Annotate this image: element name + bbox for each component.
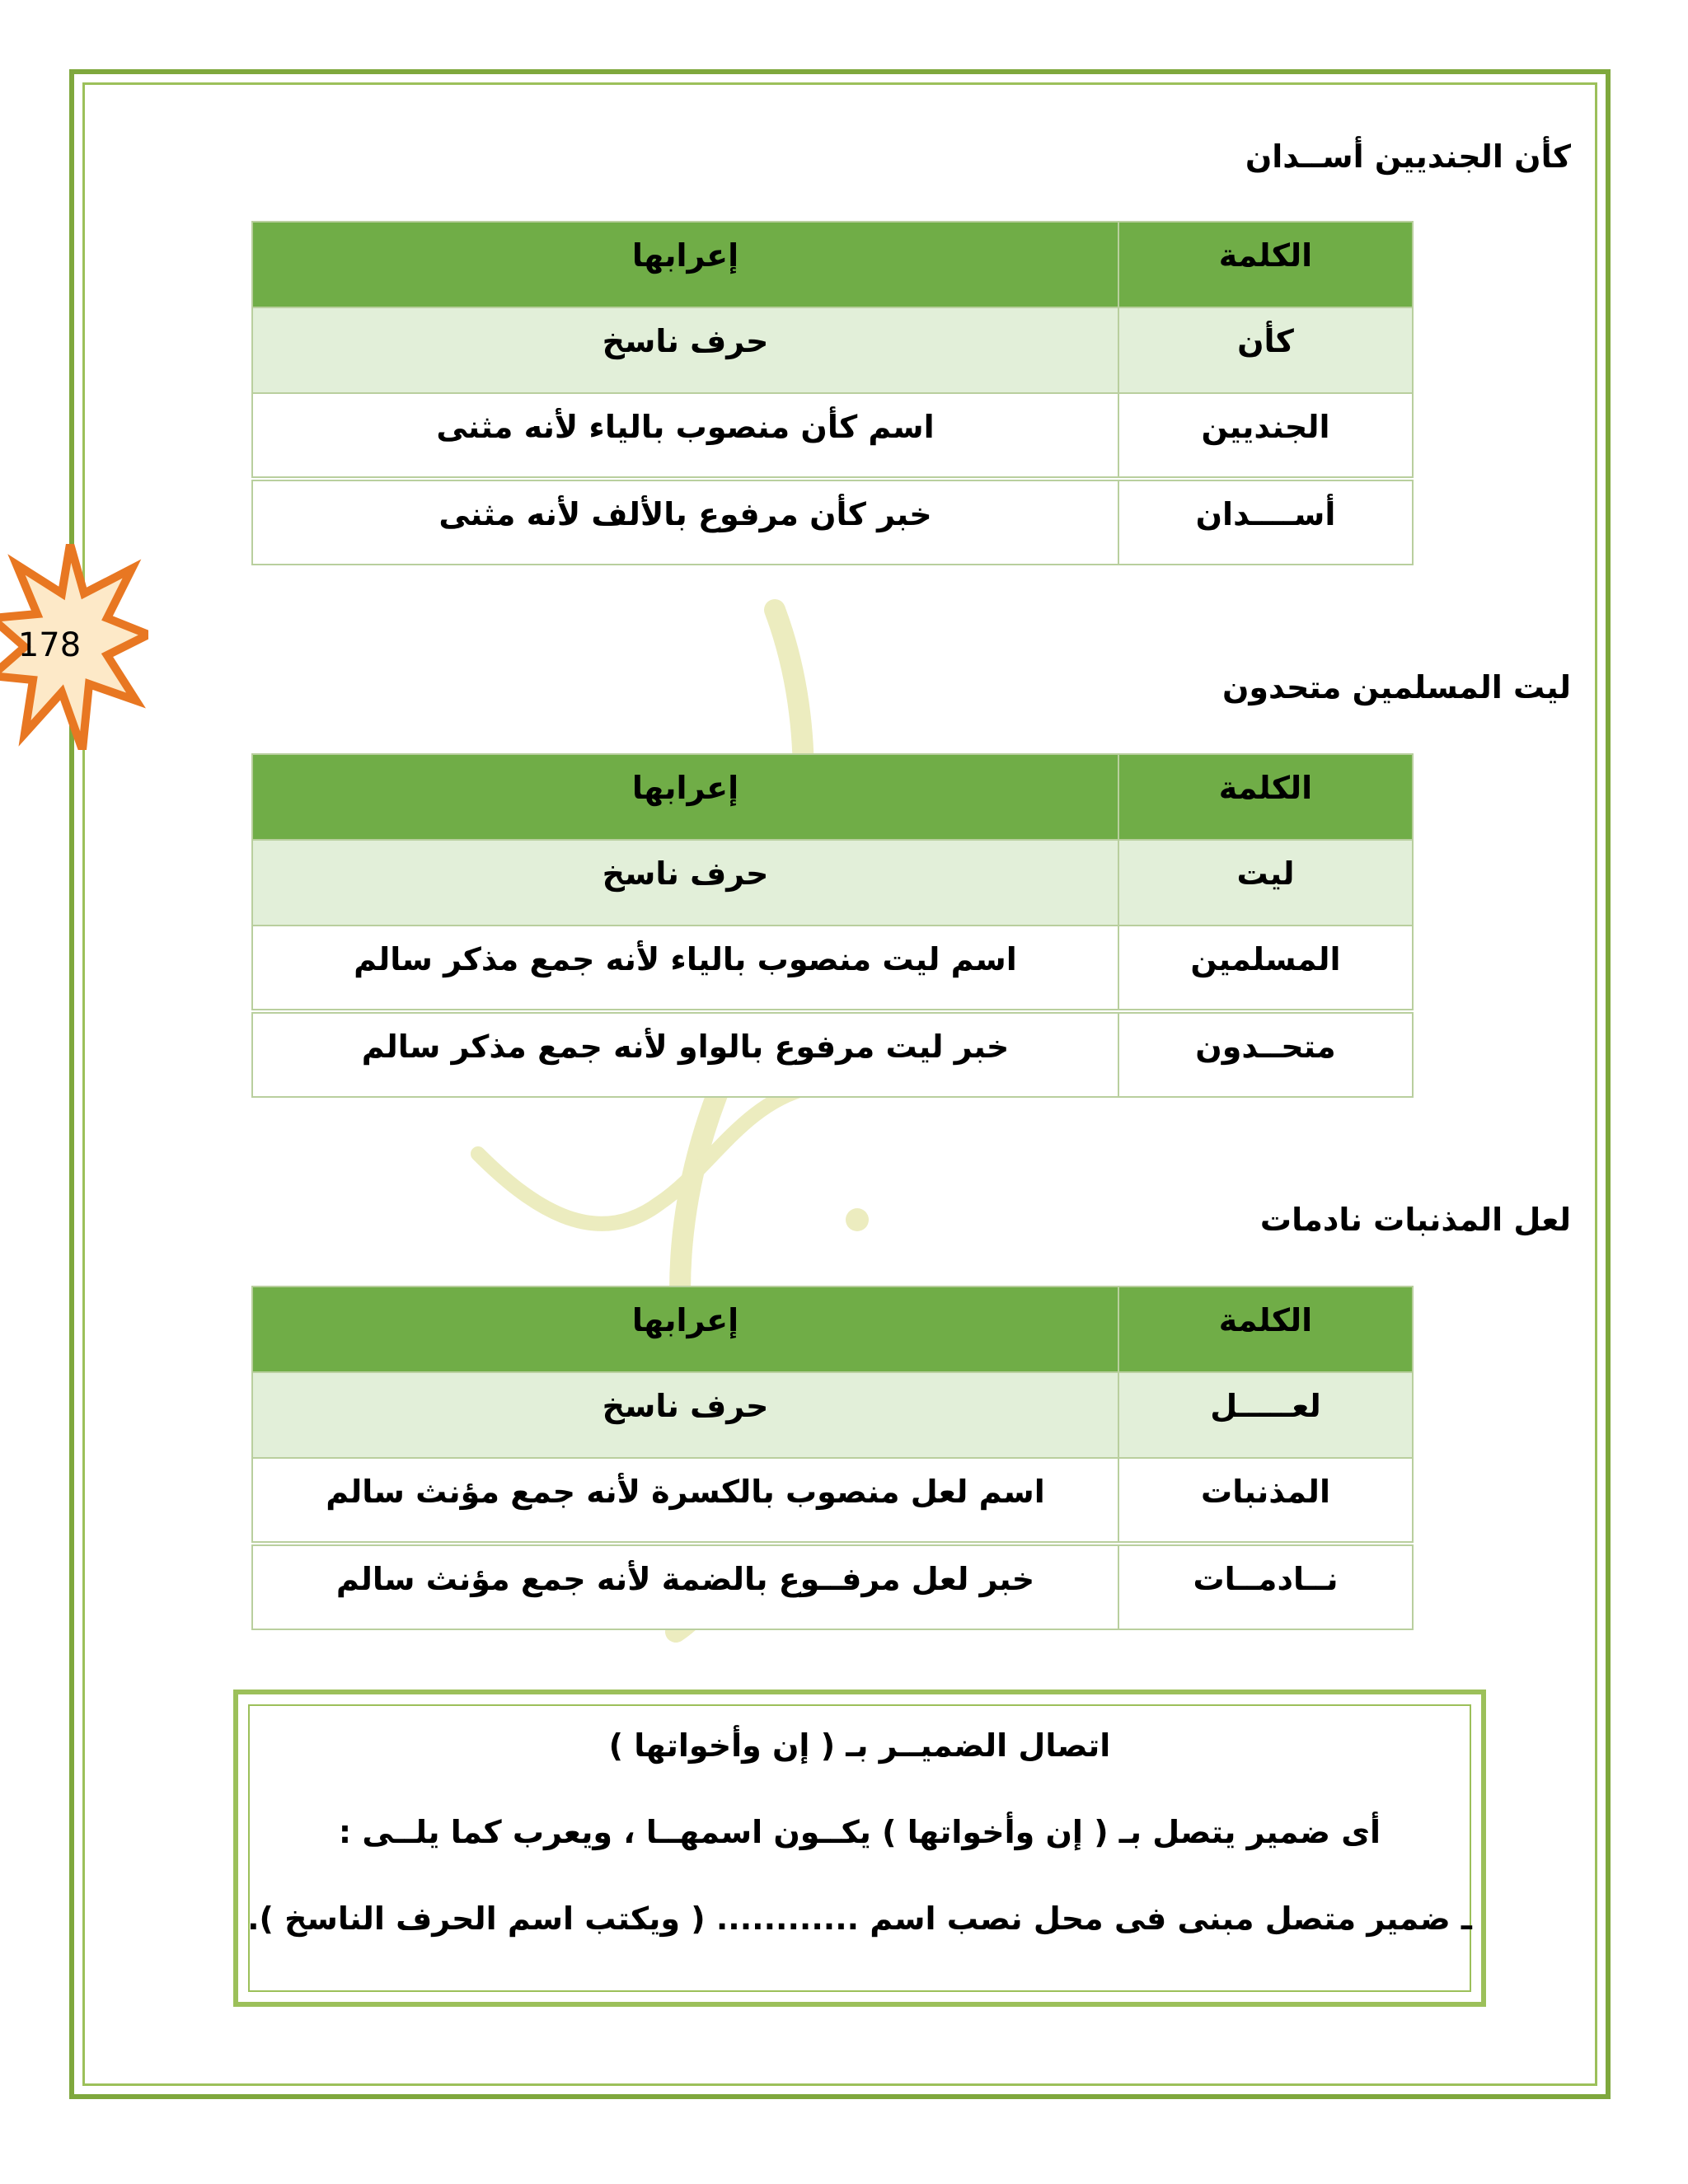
rule-line-1: أى ضمير يتصل بـ ( إن وأخواتها ) يكــون اسمهــا ، ويعرب كما يلــى : [338, 1814, 1381, 1850]
table-row [252, 840, 1413, 926]
section-title-1: كأن الجنديين أســدان [1245, 138, 1571, 175]
cell-parsing: اسم كأن منصوب بالياء لأنه مثنى [252, 393, 1118, 479]
cell-parsing: حرف ناسخ [252, 840, 1118, 926]
section-title-2: ليت المسلمين متحدون [1221, 669, 1571, 705]
cell-word: ليت [1118, 840, 1413, 926]
table-row [252, 926, 1413, 1011]
table-row [252, 479, 1413, 565]
header-word: الكلمة [1118, 222, 1413, 307]
table-row [252, 1458, 1413, 1544]
cell-word: كأن [1118, 307, 1413, 393]
header-word: الكلمة [1118, 754, 1413, 840]
page-number: 178 [17, 626, 82, 664]
cell-parsing: اسم لعل منصوب بالكسرة لأنه جمع مؤنث سالم [252, 1458, 1118, 1544]
parsing-table-1 [251, 221, 1414, 565]
table-header-row [252, 754, 1413, 840]
cell-parsing: حرف ناسخ [252, 307, 1118, 393]
parsing-table-2 [251, 753, 1414, 1098]
cell-parsing: خبر لعل مرفــوع بالضمة لأنه جمع مؤنث سالم [252, 1544, 1118, 1629]
cell-word: الجنديين [1118, 393, 1413, 479]
cell-word: المذنبات [1118, 1458, 1413, 1544]
table-row [252, 1544, 1413, 1629]
cell-word: نــادمــات [1118, 1544, 1413, 1629]
table-header-row [252, 1286, 1413, 1372]
parsing-table-3 [251, 1286, 1414, 1630]
table-row [252, 1011, 1413, 1097]
table-row [252, 1372, 1413, 1458]
rule-title: اتصال الضميــر بـ ( إن وأخواتها ) [608, 1727, 1111, 1764]
cell-parsing: حرف ناسخ [252, 1372, 1118, 1458]
rule-line-2: ـ ضمير متصل مبنى فى محل نصب اسم ............ ( ويكتب اسم الحرف الناسخ ). [247, 1900, 1472, 1937]
cell-word: المسلمين [1118, 926, 1413, 1011]
rule-box [233, 1690, 1486, 2007]
cell-word: متحــدون [1118, 1011, 1413, 1097]
table-row [252, 393, 1413, 479]
cell-word: أســــدان [1118, 479, 1413, 565]
cell-word: لعـــــل [1118, 1372, 1413, 1458]
header-parsing: إعرابها [252, 1286, 1118, 1372]
cell-parsing: خبر ليت مرفوع بالواو لأنه جمع مذكر سالم [252, 1011, 1118, 1097]
header-word: الكلمة [1118, 1286, 1413, 1372]
cell-parsing: خبر كأن مرفوع بالألف لأنه مثنى [252, 479, 1118, 565]
table-header-row [252, 222, 1413, 307]
header-parsing: إعرابها [252, 754, 1118, 840]
cell-parsing: اسم ليت منصوب بالياء لأنه جمع مذكر سالم [252, 926, 1118, 1011]
header-parsing: إعرابها [252, 222, 1118, 307]
table-row [252, 307, 1413, 393]
section-title-3: لعل المذنبات نادمات [1259, 1202, 1571, 1238]
